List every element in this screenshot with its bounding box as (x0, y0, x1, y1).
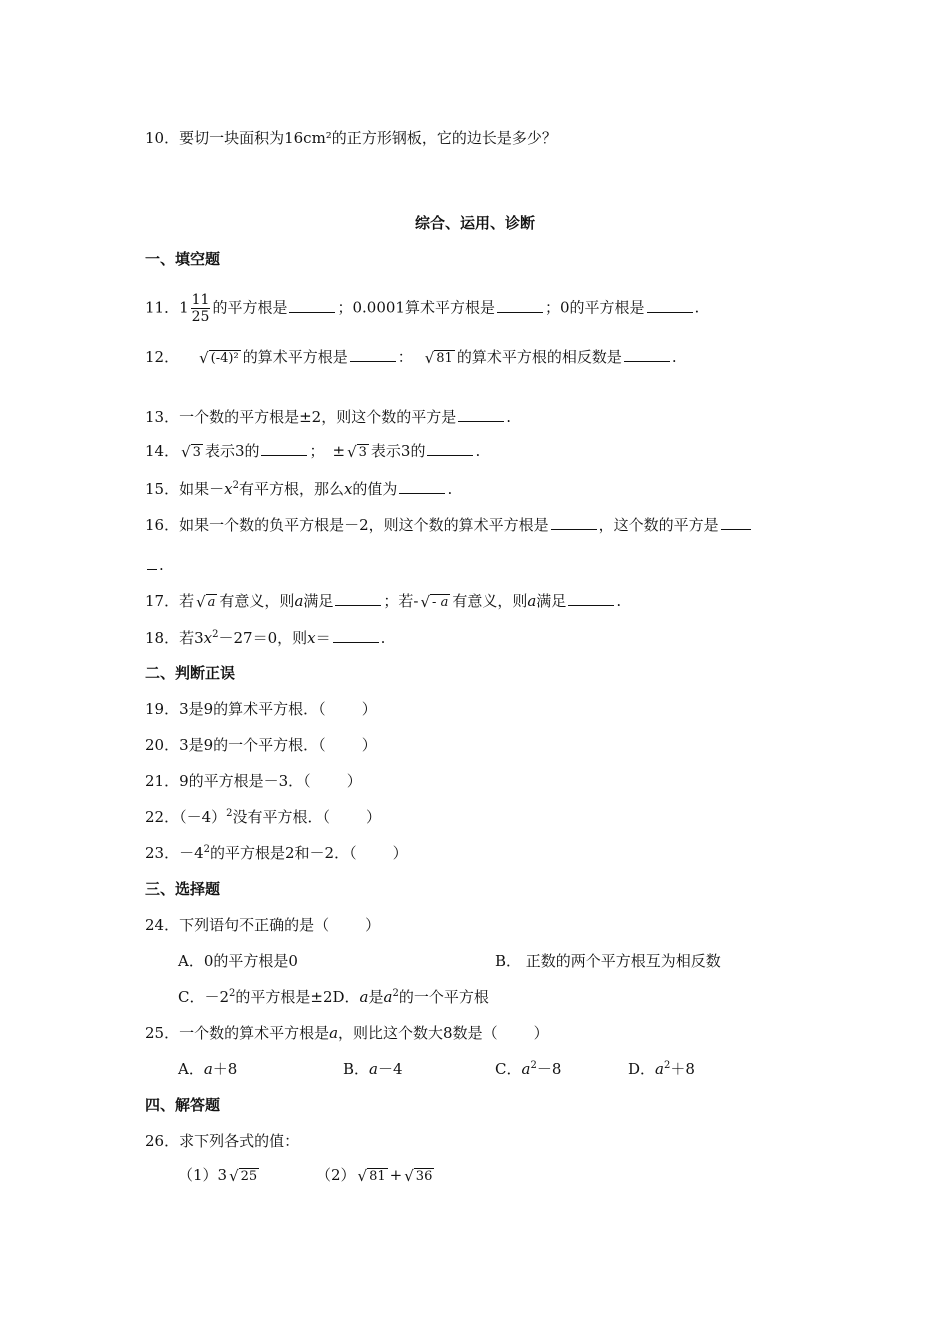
sqrt-expression: √ a (196, 593, 216, 611)
question-22: 22．$(-4)^2$没有平方根．（ ） (145, 808, 382, 826)
question-25-option-d: D．$a^2+8$ (628, 1060, 695, 1078)
question-23: 23．$-4^2$的平方根是2和－2．（ ） (145, 844, 408, 862)
section-title: 综合、运用、诊断 (414, 214, 535, 232)
question-17: 17．若 √ a 有意义，则a满足 ；若- √ - a 有意义，则a满足 . (145, 592, 622, 611)
question-10: 10．要切一块面积为16cm²的正方形钢板，它的边长是多少？ (145, 129, 557, 147)
sqrt-expression: √ 81 (424, 349, 453, 367)
sqrt-expression: √ 36 (404, 1167, 433, 1185)
mixed-fraction: $\frac{11}{25}$ (191, 292, 210, 325)
question-11: 11．1 $\frac{11}{25}$ 的平方根是 ；0.0001算术平方根是 ；0的平方根是 . (145, 292, 700, 325)
question-14: 14． √ 3 表示3的 ； ± √ 3 表示3的 . (145, 442, 481, 461)
question-26-part-2: （2） √ 81 + √ 36 (316, 1166, 433, 1185)
question-24-option-b: B． 正数的两个平方根互为相反数 (495, 952, 721, 970)
question-25-option-a: A．a＋8 (178, 1060, 238, 1078)
question-26: 26．求下列各式的值： (145, 1132, 300, 1150)
heading-fill-blank: 一、填空题 (145, 250, 221, 268)
question-24-options-cd: C．$-2^2$的平方根是±2D．a是$a^2$的一个平方根 (178, 988, 489, 1006)
question-25-option-b: B．a－4 (343, 1060, 403, 1078)
sqrt-expression: √ 3 (347, 443, 367, 461)
question-21: 21．9的平方根是－3．（ ） (145, 772, 362, 790)
question-24-option-a: A．0的平方根是0 (178, 952, 298, 970)
heading-multiple-choice: 三、选择题 (145, 880, 221, 898)
sqrt-expression: √ 25 (229, 1167, 258, 1185)
sqrt-expression: √ 81 (357, 1167, 386, 1185)
heading-true-false: 二、判断正误 (145, 664, 236, 682)
sqrt-expression: √ (-4)² (199, 349, 239, 367)
question-15: 15．如果$-x^2$有平方根，那么x的值为 . (145, 480, 453, 498)
sqrt-expression: √ - a (420, 593, 449, 611)
sqrt-expression: √ 3 (181, 443, 201, 461)
question-25-option-c: C．$a^2-8$ (495, 1060, 562, 1078)
question-24: 24．下列语句不正确的是（ ） (145, 916, 381, 934)
question-20: 20．3是9的一个平方根．（ ） (145, 736, 377, 754)
question-19: 19．3是9的算术平方根．（ ） (145, 700, 377, 718)
question-18: 18．若$3x^2-27=0$，则x＝ . (145, 629, 386, 647)
heading-solve: 四、解答题 (145, 1096, 221, 1114)
question-12: 12． √ (-4)² 的算术平方根是 ： √ 81 的算术平方根的相反数是 . (145, 348, 677, 367)
question-13: 13．一个数的平方根是±2，则这个数的平方是 . (145, 408, 511, 426)
question-25: 25．一个数的算术平方根是a，则比这个数大8数是（ ） (145, 1024, 549, 1042)
question-26-part-1: （1）3 √ 25 (178, 1166, 258, 1185)
question-16: 16．如果一个数的负平方根是－2，则这个数的算术平方根是 ，这个数的平方是 (145, 514, 753, 536)
question-16-continued: . (145, 554, 164, 576)
